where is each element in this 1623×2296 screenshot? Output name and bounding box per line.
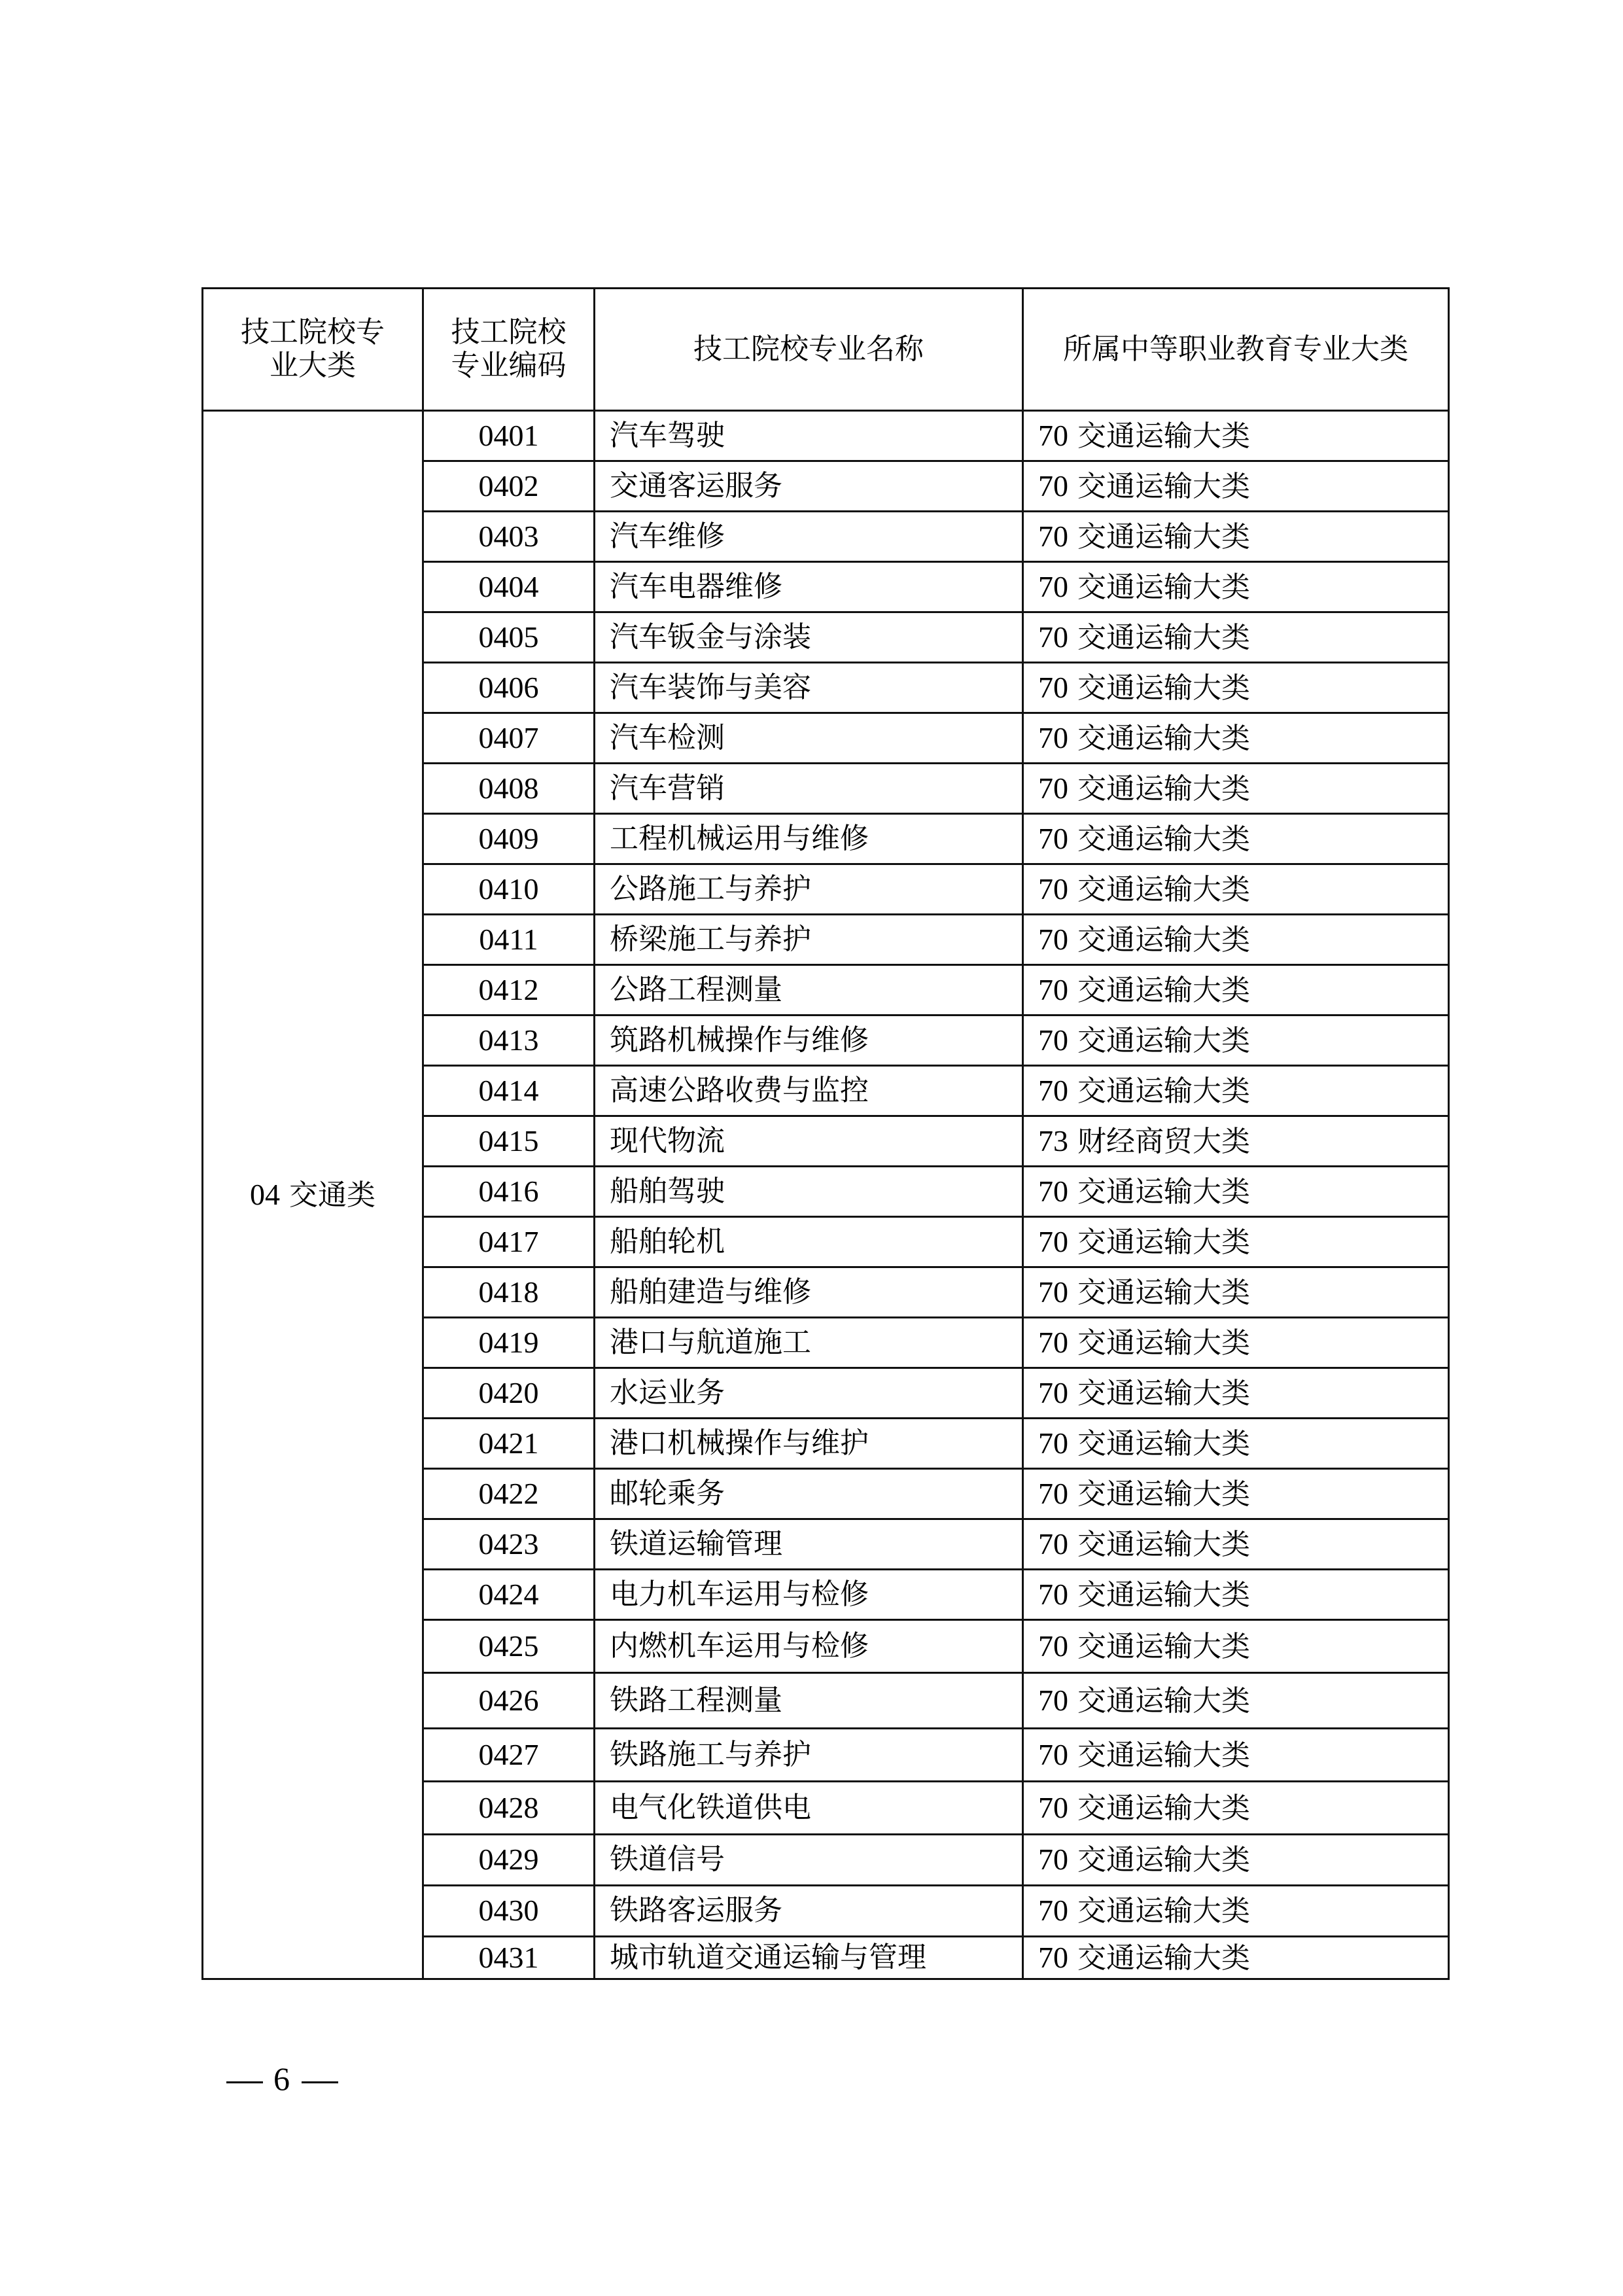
vocational-category-code: 70: [1038, 1629, 1068, 1663]
vocational-category-cell: [1023, 965, 1449, 1016]
major-name-cell: 汽车检测: [595, 713, 1023, 764]
vocational-category-name: 交通运输大类: [1077, 872, 1250, 906]
dash-left: [226, 2081, 263, 2083]
header-major-code-line1: 技工院校: [451, 315, 567, 349]
major-code-cell: 0409: [423, 814, 595, 864]
vocational-category-code: 70: [1038, 1790, 1068, 1824]
vocational-category-name: 交通运输大类: [1077, 1791, 1250, 1825]
vocational-category-cell: [1023, 1016, 1449, 1066]
vocational-category-name: 交通运输大类: [1077, 973, 1250, 1007]
vocational-category-cell: [1023, 814, 1449, 864]
major-code-cell: 0424: [423, 1570, 595, 1620]
vocational-category-code: 70: [1038, 821, 1068, 855]
vocational-category-cell: [1023, 1167, 1449, 1217]
major-code-cell: 0431: [423, 1937, 595, 1979]
majors-table: [201, 287, 1450, 1980]
major-name-cell: 汽车电器维修: [595, 562, 1023, 612]
table-row: [203, 411, 1449, 461]
vocational-category-cell: [1023, 1519, 1449, 1570]
major-code-cell: 0406: [423, 663, 595, 713]
vocational-category-code: 73: [1038, 1123, 1068, 1157]
vocational-category-cell: [1023, 864, 1449, 915]
vocational-category-code: 70: [1038, 1683, 1068, 1717]
major-name-cell: 铁路客运服务: [595, 1886, 1023, 1937]
major-name-cell: 港口机械操作与维护: [595, 1419, 1023, 1469]
vocational-category-code: 70: [1038, 720, 1068, 754]
major-code-cell: 0428: [423, 1782, 595, 1835]
vocational-category-code: 70: [1038, 1843, 1068, 1877]
vocational-category-name: 交通运输大类: [1077, 1225, 1250, 1259]
vocational-category-name: 交通运输大类: [1077, 1894, 1250, 1928]
major-name-cell: 现代物流: [595, 1116, 1023, 1167]
vocational-category-cell: [1023, 562, 1449, 612]
vocational-category-name: 交通运输大类: [1077, 570, 1250, 604]
vocational-category-cell: [1023, 713, 1449, 764]
major-code-cell: 0404: [423, 562, 595, 612]
major-group-name: 交通类: [289, 1178, 375, 1212]
vocational-category-cell: [1023, 1368, 1449, 1419]
vocational-category-name: 交通运输大类: [1077, 1578, 1250, 1612]
major-code-cell: 0419: [423, 1318, 595, 1368]
vocational-category-code: 70: [1038, 922, 1068, 956]
major-name-cell: 船舶驾驶: [595, 1167, 1023, 1217]
vocational-category-cell: [1023, 1570, 1449, 1620]
vocational-category-name: 交通运输大类: [1077, 1738, 1250, 1772]
vocational-category-name: 交通运输大类: [1077, 1074, 1250, 1108]
major-name-cell: 铁路施工与养护: [595, 1729, 1023, 1782]
major-name-cell: 高速公路收费与监控: [595, 1066, 1023, 1116]
major-name-cell: 汽车营销: [595, 764, 1023, 814]
vocational-category-cell: [1023, 1116, 1449, 1167]
vocational-category-cell: [1023, 1318, 1449, 1368]
vocational-category-name: 交通运输大类: [1077, 1684, 1250, 1718]
major-code-cell: 0408: [423, 764, 595, 814]
vocational-category-cell: [1023, 512, 1449, 562]
vocational-category-cell: [1023, 461, 1449, 512]
vocational-category-name: 交通运输大类: [1077, 1477, 1250, 1511]
major-name-cell: 邮轮乘务: [595, 1469, 1023, 1519]
vocational-category-name: 交通运输大类: [1077, 1527, 1250, 1561]
vocational-category-cell: [1023, 1066, 1449, 1116]
page-number: 6: [273, 2060, 291, 2097]
vocational-category-code: 70: [1038, 1940, 1068, 1974]
vocational-category-code: 70: [1038, 1577, 1068, 1611]
vocational-category-code: 70: [1038, 519, 1068, 553]
major-name-cell: 公路施工与养护: [595, 864, 1023, 915]
vocational-category-code: 70: [1038, 771, 1068, 805]
major-code-cell: 0414: [423, 1066, 595, 1116]
major-code-cell: 0423: [423, 1519, 595, 1570]
major-name-cell: 筑路机械操作与维修: [595, 1016, 1023, 1066]
major-code-cell: 0417: [423, 1217, 595, 1267]
vocational-category-name: 财经商贸大类: [1077, 1124, 1250, 1158]
major-name-cell: 汽车驾驶: [595, 411, 1023, 461]
vocational-category-name: 交通运输大类: [1077, 1275, 1250, 1309]
vocational-category-name: 交通运输大类: [1077, 671, 1250, 705]
vocational-category-name: 交通运输大类: [1077, 822, 1250, 856]
major-name-cell: 港口与航道施工: [595, 1318, 1023, 1368]
vocational-category-name: 交通运输大类: [1077, 1174, 1250, 1209]
major-code-cell: 0405: [423, 612, 595, 663]
vocational-category-name: 交通运输大类: [1077, 1376, 1250, 1410]
major-code-cell: 0421: [423, 1419, 595, 1469]
major-code-cell: 0420: [423, 1368, 595, 1419]
major-name-cell: 汽车维修: [595, 512, 1023, 562]
vocational-category-name: 交通运输大类: [1077, 469, 1250, 503]
major-code-cell: 0407: [423, 713, 595, 764]
vocational-category-name: 交通运输大类: [1077, 721, 1250, 755]
vocational-category-code: 70: [1038, 418, 1068, 452]
major-code-cell: 0427: [423, 1729, 595, 1782]
major-code-cell: 0413: [423, 1016, 595, 1066]
major-code-cell: 0416: [423, 1167, 595, 1217]
vocational-category-cell: [1023, 612, 1449, 663]
vocational-category-name: 交通运输大类: [1077, 1843, 1250, 1877]
vocational-category-cell: [1023, 915, 1449, 965]
vocational-category-code: 70: [1038, 1325, 1068, 1359]
header-major-code-line2: 专业编码: [451, 349, 567, 382]
vocational-category-code: 70: [1038, 569, 1068, 603]
vocational-category-cell: [1023, 1267, 1449, 1318]
major-code-cell: 0401: [423, 411, 595, 461]
vocational-category-name: 交通运输大类: [1077, 1326, 1250, 1360]
major-name-cell: 铁道运输管理: [595, 1519, 1023, 1570]
major-code-cell: 0426: [423, 1673, 595, 1729]
major-name-cell: 铁道信号: [595, 1835, 1023, 1886]
vocational-category-cell: [1023, 1673, 1449, 1729]
vocational-category-code: 70: [1038, 1476, 1068, 1510]
vocational-category-name: 交通运输大类: [1077, 1941, 1250, 1975]
major-code-cell: 0422: [423, 1469, 595, 1519]
major-code-cell: 0425: [423, 1620, 595, 1673]
major-code-cell: 0412: [423, 965, 595, 1016]
major-name-cell: 工程机械运用与维修: [595, 814, 1023, 864]
vocational-category-name: 交通运输大类: [1077, 620, 1250, 654]
major-code-cell: 0429: [423, 1835, 595, 1886]
table-body: [203, 411, 1449, 1979]
major-name-cell: 桥梁施工与养护: [595, 915, 1023, 965]
vocational-category-code: 70: [1038, 1426, 1068, 1460]
header-major-category-line1: 技工院校专: [241, 315, 385, 349]
major-code-cell: 0403: [423, 512, 595, 562]
vocational-category-cell: [1023, 1620, 1449, 1673]
vocational-category-code: 70: [1038, 1174, 1068, 1208]
vocational-category-cell: [1023, 1419, 1449, 1469]
vocational-category-cell: [1023, 1886, 1449, 1937]
vocational-category-cell: [1023, 764, 1449, 814]
vocational-category-name: 交通运输大类: [1077, 923, 1250, 957]
major-code-cell: 0430: [423, 1886, 595, 1937]
vocational-category-name: 交通运输大类: [1077, 1629, 1250, 1663]
vocational-category-code: 70: [1038, 1275, 1068, 1309]
major-name-cell: 交通客运服务: [595, 461, 1023, 512]
vocational-category-name: 交通运输大类: [1077, 1023, 1250, 1057]
vocational-category-cell: [1023, 1937, 1449, 1979]
major-name-cell: 公路工程测量: [595, 965, 1023, 1016]
vocational-category-code: 70: [1038, 1737, 1068, 1771]
major-name-cell: 船舶建造与维修: [595, 1267, 1023, 1318]
vocational-category-cell: [1023, 1217, 1449, 1267]
major-name-cell: 电力机车运用与检修: [595, 1570, 1023, 1620]
header-major-name: 技工院校专业名称: [595, 289, 1023, 411]
vocational-category-code: 70: [1038, 468, 1068, 503]
vocational-category-code: 70: [1038, 1073, 1068, 1107]
vocational-category-code: 70: [1038, 1224, 1068, 1258]
header-major-category-line2: 业大类: [270, 349, 356, 382]
vocational-category-name: 交通运输大类: [1077, 1426, 1250, 1460]
header-major-category: [203, 289, 423, 411]
vocational-category-code: 70: [1038, 670, 1068, 704]
page-number-footer: [216, 2060, 349, 2098]
major-name-cell: 电气化铁道供电: [595, 1782, 1023, 1835]
vocational-category-cell: [1023, 1469, 1449, 1519]
vocational-category-code: 70: [1038, 872, 1068, 906]
table-header-row: [203, 289, 1449, 411]
major-code-cell: 0411: [423, 915, 595, 965]
major-name-cell: 汽车钣金与涂装: [595, 612, 1023, 663]
major-group-cell: [203, 411, 423, 1979]
major-name-cell: 城市轨道交通运输与管理: [595, 1937, 1023, 1979]
major-name-cell: 水运业务: [595, 1368, 1023, 1419]
major-name-cell: 船舶轮机: [595, 1217, 1023, 1267]
vocational-category-cell: [1023, 663, 1449, 713]
vocational-category-code: 70: [1038, 620, 1068, 654]
vocational-category-cell: [1023, 411, 1449, 461]
vocational-category-cell: [1023, 1782, 1449, 1835]
major-code-cell: 0418: [423, 1267, 595, 1318]
vocational-category-name: 交通运输大类: [1077, 520, 1250, 554]
vocational-category-code: 70: [1038, 1894, 1068, 1928]
vocational-category-cell: [1023, 1729, 1449, 1782]
vocational-category-cell: [1023, 1835, 1449, 1886]
major-name-cell: 内燃机车运用与检修: [595, 1620, 1023, 1673]
header-major-code: [423, 289, 595, 411]
major-name-cell: 铁路工程测量: [595, 1673, 1023, 1729]
major-code-cell: 0410: [423, 864, 595, 915]
vocational-category-code: 70: [1038, 1023, 1068, 1057]
dash-right: [302, 2081, 338, 2083]
major-name-cell: 汽车装饰与美容: [595, 663, 1023, 713]
vocational-category-name: 交通运输大类: [1077, 419, 1250, 453]
major-group-code: 04: [250, 1177, 280, 1211]
vocational-category-code: 70: [1038, 1375, 1068, 1409]
vocational-category-code: 70: [1038, 972, 1068, 1006]
header-vocational-category: 所属中等职业教育专业大类: [1023, 289, 1449, 411]
vocational-category-code: 70: [1038, 1527, 1068, 1561]
major-code-cell: 0402: [423, 461, 595, 512]
major-code-cell: 0415: [423, 1116, 595, 1167]
vocational-category-name: 交通运输大类: [1077, 771, 1250, 805]
